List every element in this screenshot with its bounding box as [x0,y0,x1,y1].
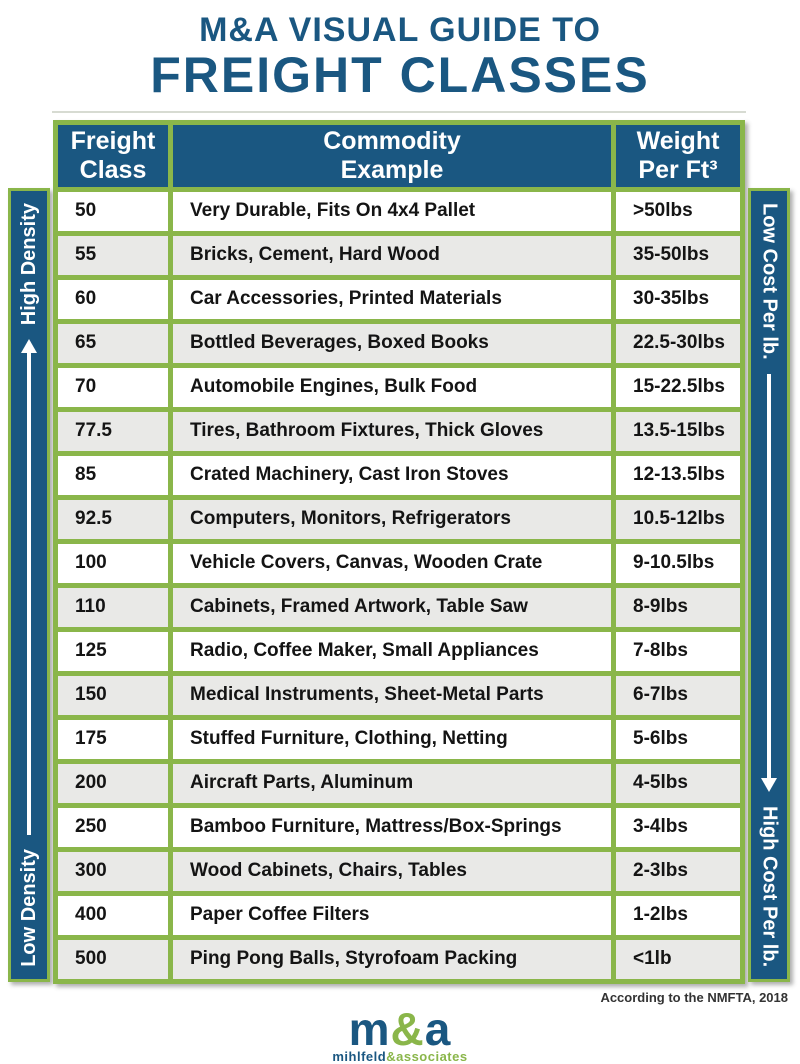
commodity-cell: Stuffed Furniture, Clothing, Netting [173,720,611,759]
freight-class-cell: 110 [58,588,168,627]
weight-cell: 10.5-12lbs [616,500,740,539]
freight-class-table [53,120,745,984]
table-row [58,236,740,275]
table-row [58,896,740,935]
freight-class-cell: 250 [58,808,168,847]
table-row [58,324,740,363]
up-arrow-shaft [27,353,31,835]
weight-cell: 6-7lbs [616,676,740,715]
weight-cell: 1-2lbs [616,896,740,935]
freight-class-cell: 125 [58,632,168,671]
table-row [58,412,740,451]
weight-cell: <1lb [616,940,740,979]
page-title [0,0,800,102]
table-row [58,808,740,847]
header-commodity-line1: Commodity [323,127,461,156]
freight-class-cell: 50 [58,192,168,231]
commodity-cell: Paper Coffee Filters [173,896,611,935]
table-row [58,280,740,319]
density-axis [8,188,50,982]
freight-class-cell: 175 [58,720,168,759]
logo-name: mihlfeld [332,1048,387,1064]
logo-company-name [0,1050,800,1063]
commodity-cell: Vehicle Covers, Canvas, Wooden Crate [173,544,611,583]
down-arrow-icon [761,374,777,792]
freight-class-cell: 400 [58,896,168,935]
commodity-cell: Medical Instruments, Sheet-Metal Parts [173,676,611,715]
logo-ampersand: & [390,1002,425,1055]
high-density-label: High Density [17,202,40,326]
commodity-cell: Bottled Beverages, Boxed Books [173,324,611,363]
freight-class-cell: 500 [58,940,168,979]
commodity-cell: Automobile Engines, Bulk Food [173,368,611,407]
header-weight-per-ft3 [616,125,740,187]
commodity-cell: Crated Machinery, Cast Iron Stoves [173,456,611,495]
header-commodity-example [173,125,611,187]
commodity-cell: Wood Cabinets, Chairs, Tables [173,852,611,891]
commodity-cell: Computers, Monitors, Refrigerators [173,500,611,539]
weight-cell: 15-22.5lbs [616,368,740,407]
weight-cell: 30-35lbs [616,280,740,319]
header-weight-line1: Weight [636,127,720,156]
weight-cell: 2-3lbs [616,852,740,891]
logo-m: m [348,1002,391,1055]
weight-cell: 9-10.5lbs [616,544,740,583]
high-cost-label: High Cost Per lb. [758,805,781,967]
header-freight-class [58,125,168,187]
freight-class-cell: 85 [58,456,168,495]
weight-cell: >50lbs [616,192,740,231]
table-row [58,588,740,627]
table-row [58,852,740,891]
logo-a: a [424,1002,452,1055]
table-row [58,940,740,979]
header-commodity-line2: Example [340,155,444,184]
table-row [58,676,740,715]
table-row [58,192,740,231]
weight-cell: 3-4lbs [616,808,740,847]
cost-axis [748,188,790,982]
commodity-cell: Bricks, Cement, Hard Wood [173,236,611,275]
page-title-line-1: M&A VISUAL GUIDE TO [199,11,601,49]
logo-wordmark [0,1002,800,1055]
down-arrowhead-icon [761,778,777,792]
up-arrowhead-icon [21,339,37,353]
title-divider [52,111,746,113]
freight-class-cell: 92.5 [58,500,168,539]
commodity-cell: Cabinets, Framed Artwork, Table Saw [173,588,611,627]
table-row [58,632,740,671]
weight-cell: 7-8lbs [616,632,740,671]
low-cost-label: Low Cost Per lb. [758,202,781,360]
commodity-cell: Very Durable, Fits On 4x4 Pallet [173,192,611,231]
freight-class-cell: 300 [58,852,168,891]
weight-cell: 4-5lbs [616,764,740,803]
header-freight-line1: Freight [70,127,156,156]
up-arrow-icon [21,339,37,835]
weight-cell: 12-13.5lbs [616,456,740,495]
commodity-cell: Aircraft Parts, Aluminum [173,764,611,803]
freight-class-cell: 70 [58,368,168,407]
commodity-cell: Bamboo Furniture, Mattress/Box-Springs [173,808,611,847]
table-row [58,368,740,407]
commodity-cell: Radio, Coffee Maker, Small Appliances [173,632,611,671]
weight-cell: 13.5-15lbs [616,412,740,451]
logo-suffix: &associates [386,1048,468,1064]
freight-class-cell: 60 [58,280,168,319]
table-row [58,544,740,583]
table-row [58,764,740,803]
freight-class-cell: 65 [58,324,168,363]
table-body [58,192,740,979]
source-note: According to the NMFTA, 2018 [600,989,788,1005]
freight-class-cell: 55 [58,236,168,275]
down-arrow-shaft [767,374,771,778]
commodity-cell: Ping Pong Balls, Styrofoam Packing [173,940,611,979]
freight-class-cell: 200 [58,764,168,803]
table-row [58,456,740,495]
weight-cell: 8-9lbs [616,588,740,627]
table-row [58,720,740,759]
commodity-cell: Tires, Bathroom Fixtures, Thick Gloves [173,412,611,451]
page-title-line-2: FREIGHT CLASSES [150,47,650,104]
weight-cell: 22.5-30lbs [616,324,740,363]
commodity-cell: Car Accessories, Printed Materials [173,280,611,319]
table-row [58,500,740,539]
low-density-label: Low Density [17,849,40,967]
header-freight-line2: Class [79,155,147,184]
freight-class-cell: 150 [58,676,168,715]
brand-logo [0,1002,800,1064]
weight-cell: 5-6lbs [616,720,740,759]
freight-class-cell: 100 [58,544,168,583]
header-weight-line2: Per Ft³ [638,155,718,184]
content [0,120,800,984]
weight-cell: 35-50lbs [616,236,740,275]
freight-class-cell: 77.5 [58,412,168,451]
table-header [58,125,740,187]
